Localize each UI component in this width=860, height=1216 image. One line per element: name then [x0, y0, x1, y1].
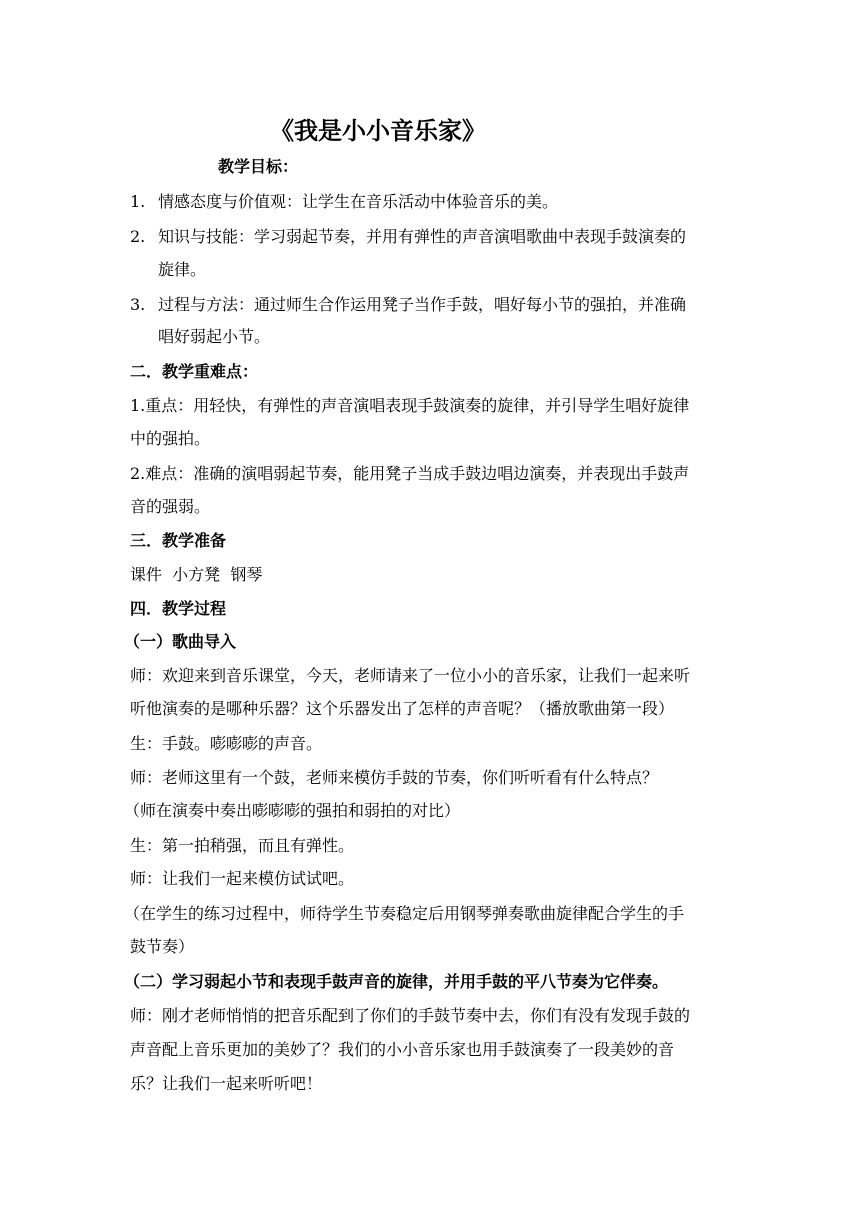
objective-text: 过程与方法：通过师生合作运用凳子当作手鼓，唱好每小节的强拍，并准确	[158, 295, 687, 314]
process-heading: 四．教学过程	[130, 599, 227, 618]
dialogue-line: 乐？让我们一起来听听吧！	[130, 1074, 323, 1093]
objective-text: 情感态度与价值观：让学生在音乐活动中体验音乐的美。	[158, 192, 559, 211]
objectives-heading: 教学目标：	[218, 157, 299, 176]
key-point-1: 1.重点：用轻快，有弹性的声音演唱表现手鼓演奏的旋律，并引导学生唱好旋律	[130, 396, 690, 415]
process-subheading-2: （二）学习弱起小节和表现手鼓声音的旋律，并用手鼓的平八节奏为它伴奏。	[124, 972, 669, 991]
objective-text-cont: 唱好弱起小节。	[158, 327, 271, 346]
dialogue-line: 声音配上音乐更加的美妙了？我们的小小音乐家也用手鼓演奏了一段美妙的音	[130, 1040, 675, 1059]
objective-number: 2.	[130, 227, 146, 246]
objective-item-3	[130, 295, 686, 315]
dialogue-line: 师：刚才老师悄悄的把音乐配到了你们的手鼓节奏中去，你们有没有发现手鼓的	[130, 1006, 691, 1025]
objective-number: 1.	[130, 192, 146, 211]
dialogue-line: 生：手鼓。嘭嘭嘭的声音。	[130, 734, 323, 753]
dialogue-line: 鼓节奏）	[130, 937, 195, 956]
process-subheading-1: （一）歌曲导入	[124, 632, 237, 651]
prep-heading: 三．教学准备	[130, 531, 227, 550]
objective-text-cont: 旋律。	[158, 260, 207, 279]
key-point-2-cont: 音的强弱。	[130, 497, 211, 516]
document-title: 《我是小小音乐家》	[270, 116, 486, 145]
dialogue-line: 师：让我们一起来模仿试试吧。	[130, 869, 355, 888]
dialogue-line: （师在演奏中奏出嘭嘭嘭的强拍和弱拍的对比）	[124, 801, 461, 820]
key-point-2: 2.难点：准确的演唱弱起节奏，能用凳子当成手鼓边唱边演奏，并表现出手鼓声	[130, 464, 690, 483]
key-point-1-cont: 中的强拍。	[130, 429, 211, 448]
dialogue-line: 生：第一拍稍强，而且有弹性。	[130, 836, 355, 855]
key-points-heading: 二．教学重难点：	[130, 362, 259, 381]
dialogue-line: 师：老师这里有一个鼓，老师来模仿手鼓的节奏，你们听听看有什么特点？	[130, 768, 659, 787]
dialogue-line: （在学生的练习过程中，师待学生节奏稳定后用钢琴弹奏歌曲旋律配合学生的手	[124, 904, 685, 923]
dialogue-line: 听他演奏的是哪种乐器？这个乐器发出了怎样的声音呢？（播放歌曲第一段）	[130, 699, 675, 718]
dialogue-line: 师：欢迎来到音乐课堂，今天，老师请来了一位小小的音乐家，让我们一起来听	[130, 666, 691, 685]
objective-number: 3.	[130, 295, 146, 314]
objective-text: 知识与技能：学习弱起节奏，并用有弹性的声音演唱歌曲中表现手鼓演奏的	[158, 227, 687, 246]
objective-item-1	[130, 192, 558, 212]
prep-text: 课件 小方凳 钢琴	[130, 565, 263, 584]
objective-item-2	[130, 227, 686, 247]
